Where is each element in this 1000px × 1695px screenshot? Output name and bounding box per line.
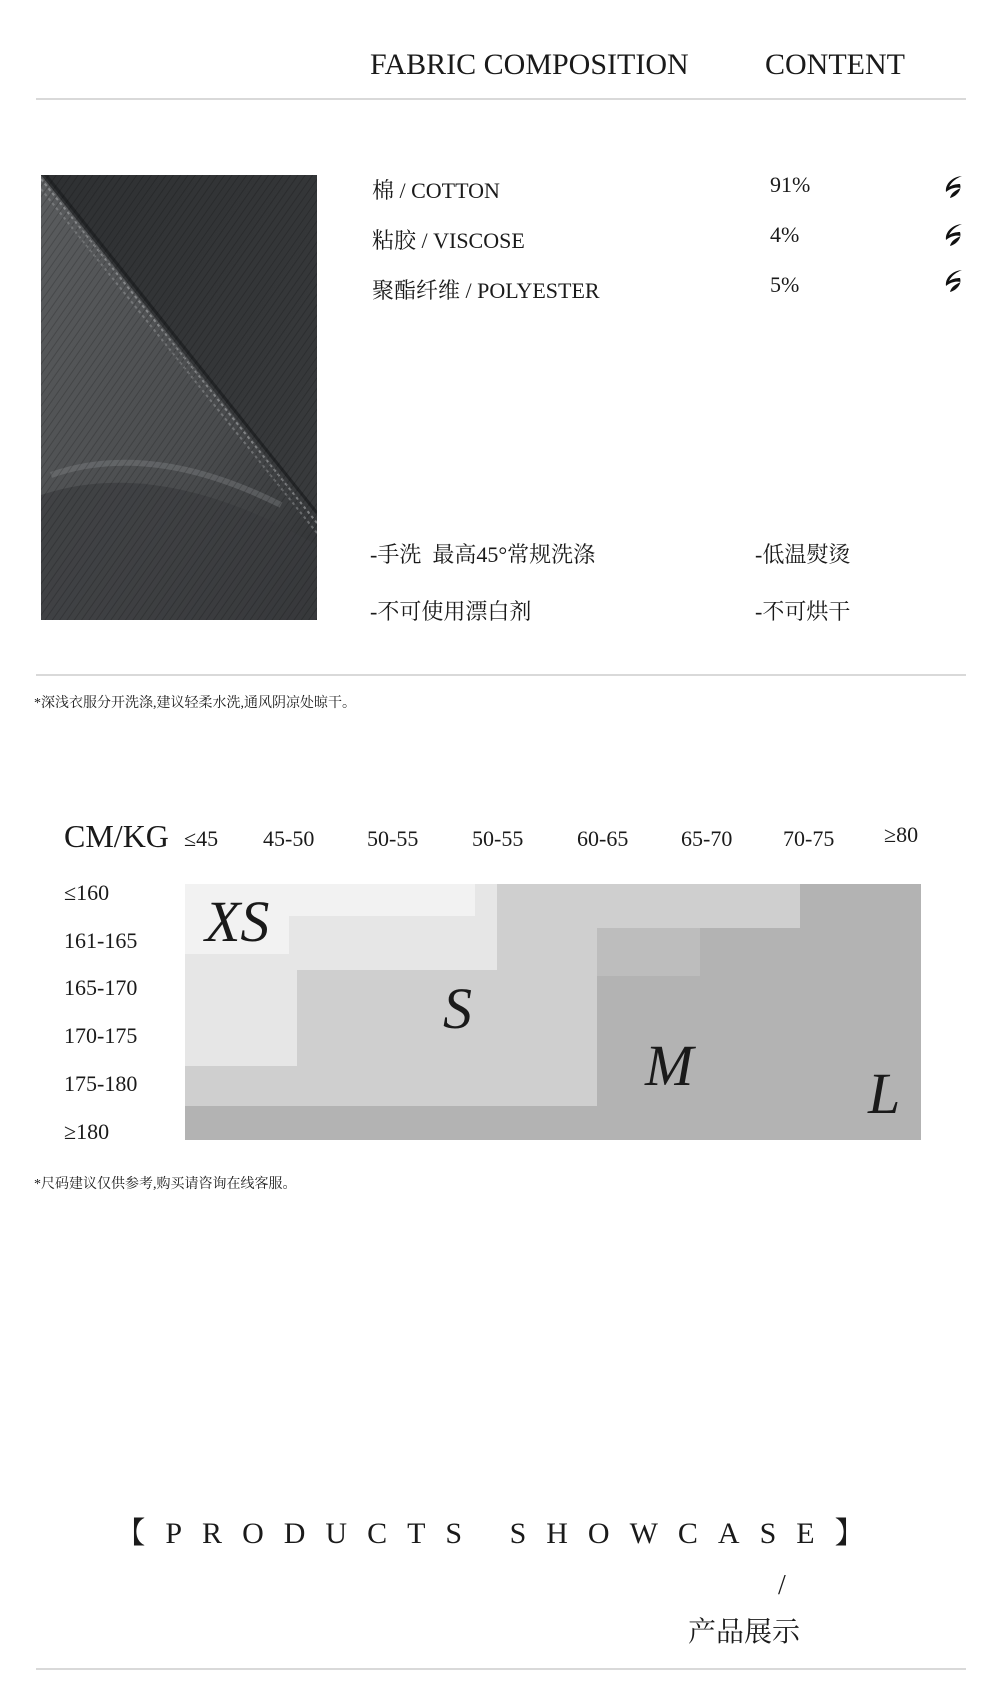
content-heading: CONTENT bbox=[765, 48, 905, 81]
composition-name: 棉 / COTTON bbox=[372, 178, 500, 203]
weight-label: ≥80 bbox=[884, 822, 919, 847]
fabric-composition-heading: FABRIC COMPOSITION bbox=[370, 48, 689, 81]
care-instruction: -低温熨烫 bbox=[755, 542, 851, 567]
care-instruction: -不可使用漂白剂 bbox=[370, 599, 532, 624]
leaf-icon bbox=[942, 174, 964, 200]
leaf-icon bbox=[942, 222, 964, 248]
size-chart-grid bbox=[185, 884, 921, 1140]
care-instruction: -手洗 最高45°常规洗涤 bbox=[370, 542, 596, 567]
composition-percent: 91% bbox=[770, 172, 811, 197]
weight-label: 50-55 bbox=[472, 826, 524, 851]
composition-percent: 4% bbox=[770, 222, 800, 247]
showcase-subtitle: 产品展示 bbox=[688, 1617, 801, 1648]
weight-label: ≤45 bbox=[184, 826, 219, 851]
weight-label: 65-70 bbox=[681, 826, 733, 851]
composition-name: 粘胶 / VISCOSE bbox=[372, 228, 525, 253]
fabric-swatch-image bbox=[41, 175, 317, 620]
weight-label: 60-65 bbox=[577, 826, 629, 851]
height-label: 175-180 bbox=[64, 1071, 138, 1096]
divider bbox=[36, 1668, 966, 1670]
care-instruction: -不可烘干 bbox=[755, 599, 851, 624]
height-label: 165-170 bbox=[64, 975, 138, 1000]
size-m-label: M bbox=[645, 1033, 694, 1098]
size-xs-label: XS bbox=[205, 889, 270, 954]
composition-percent: 5% bbox=[770, 272, 800, 297]
size-l-label: L bbox=[868, 1061, 901, 1126]
size-s-label: S bbox=[443, 976, 472, 1041]
size-chart-corner: CM/KG bbox=[64, 818, 169, 854]
divider bbox=[36, 98, 966, 100]
wash-note: *深浅衣服分开洗涤,建议轻柔水洗,通风阴凉处晾干。 bbox=[34, 696, 356, 711]
composition-name: 聚酯纤维 / POLYESTER bbox=[372, 278, 600, 303]
divider bbox=[36, 674, 966, 676]
leaf-icon bbox=[942, 268, 964, 294]
weight-label: 45-50 bbox=[263, 826, 315, 851]
showcase-slash: / bbox=[778, 1570, 786, 1601]
weight-label: 50-55 bbox=[367, 826, 419, 851]
showcase-title: 【PRODUCTS SHOWCASE】 bbox=[115, 1517, 885, 1550]
height-label: ≤160 bbox=[64, 880, 110, 905]
weight-label: 70-75 bbox=[783, 826, 835, 851]
height-label: 170-175 bbox=[64, 1023, 138, 1048]
height-label: ≥180 bbox=[64, 1119, 110, 1144]
size-note: *尺码建议仅供参考,购买请咨询在线客服。 bbox=[34, 1177, 297, 1192]
height-label: 161-165 bbox=[64, 928, 138, 953]
